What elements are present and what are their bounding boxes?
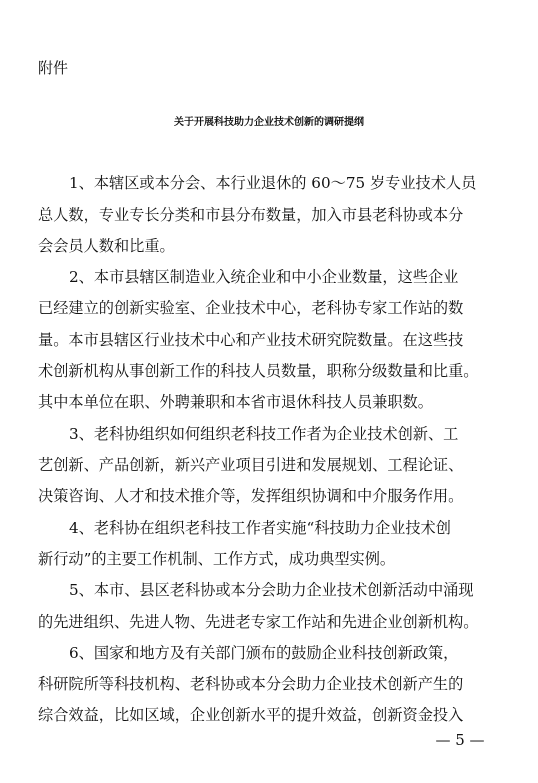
document-title: 关于开展科技助力企业技术创新的调研提纲 — [174, 117, 364, 128]
paragraph-1-line-3: 会会员人数和比重。 — [38, 237, 175, 255]
page-number: — 5 — — [435, 731, 485, 749]
paragraph-6-line-2: 科研院所等科技机构、老科协或本分会助力企业技术创新产生的 — [38, 675, 464, 693]
paragraph-4-line-2: 新行动”的主要工作机制、工作方式，成功典型实例。 — [38, 550, 396, 568]
paragraph-2-line-3: 量。本市县辖区行业技术中心和产业技术研究院数量。在这些技 — [38, 331, 464, 349]
paragraph-6-line-1: 6、国家和地方及有关部门颁布的鼓励企业科技创新政策， — [69, 644, 459, 662]
paragraph-6-line-3: 综合效益，比如区域，企业创新水平的提升效益，创新资金投入 — [38, 706, 464, 724]
paragraph-1-line-1: 1、本辖区或本分会、本行业退休的 60～75 岁专业技术人员 — [69, 174, 477, 192]
paragraph-2-line-4: 术创新机构从事创新工作的科技人员数量，职称分级数量和比重。 — [38, 362, 479, 380]
attachment-label: 附件 — [38, 59, 69, 77]
paragraph-5-line-2: 的先进组织、先进人物、先进老专家工作站和先进企业创新机构。 — [38, 613, 479, 631]
paragraph-3-line-3: 决策咨询、人才和技术推介等，发挥组织协调和中介服务作用。 — [38, 487, 464, 505]
paragraph-2-line-2: 已经建立的创新实验室、企业技术中心，老科协专家工作站的数 — [38, 299, 464, 317]
paragraph-2-line-5: 其中本单位在职、外聘兼职和本省市退休科技人员兼职数。 — [38, 393, 433, 411]
paragraph-2-line-1: 2、本市县辖区制造业入统企业和中小企业数量，这些企业 — [69, 268, 459, 286]
paragraph-5-line-1: 5、本市、县区老科协或本分会助力企业技术创新活动中涌现 — [69, 581, 474, 599]
paragraph-3-line-1: 3、老科协组织如何组织老科技工作者为企业技术创新、工 — [69, 425, 459, 443]
paragraph-1-line-2: 总人数，专业专长分类和市县分布数量，加入市县老科协或本分 — [38, 206, 464, 224]
paragraph-4-line-1: 4、老科协在组织老科技工作者实施“科技助力企业技术创 — [69, 519, 451, 537]
paragraph-3-line-2: 艺创新、产品创新，新兴产业项目引进和发展规划、工程论证、 — [38, 456, 464, 474]
